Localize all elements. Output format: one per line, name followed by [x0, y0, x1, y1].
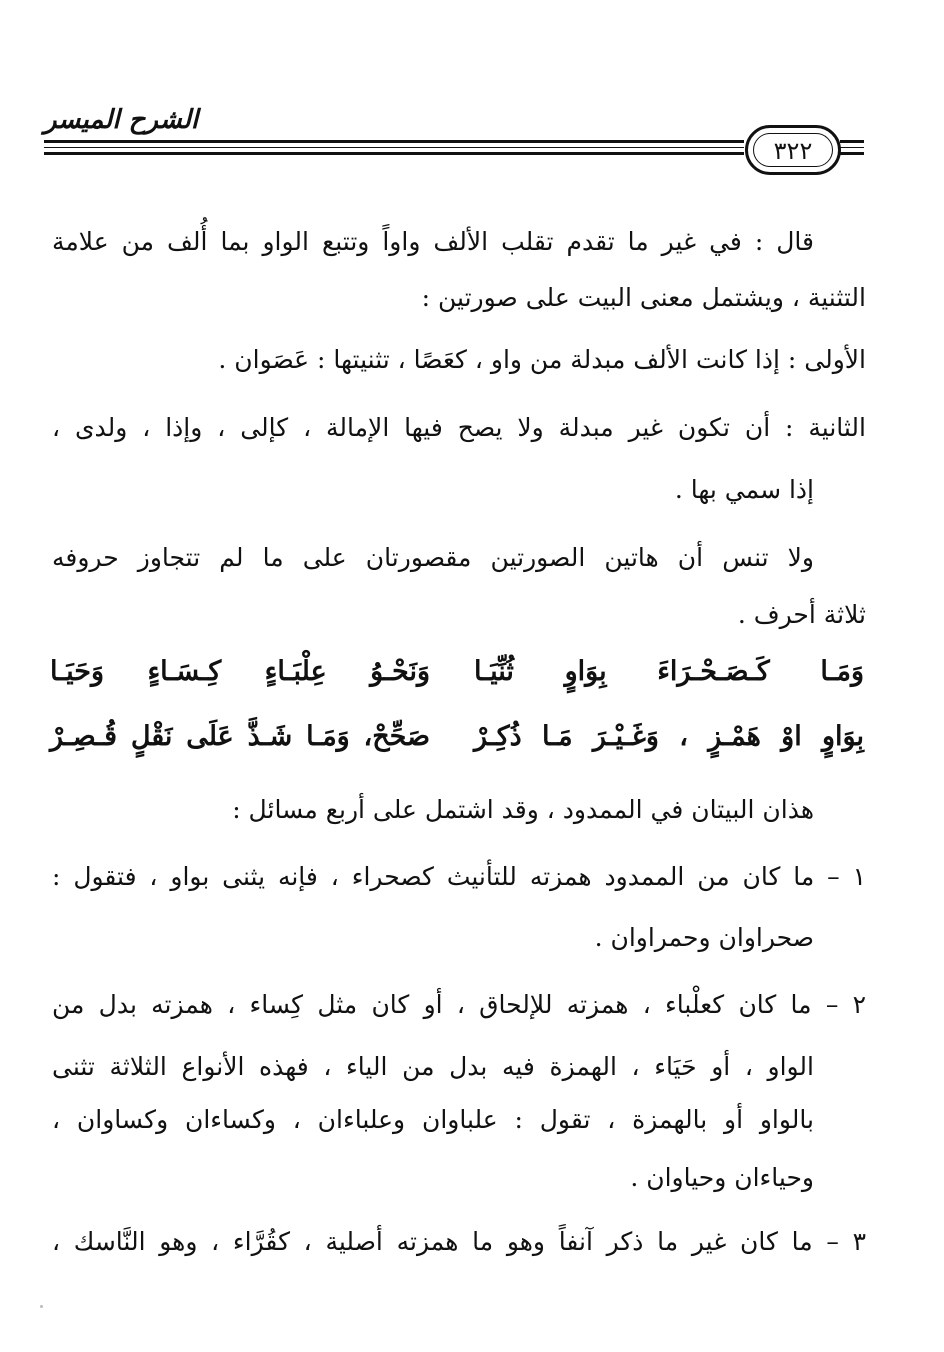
page-number-badge: [745, 125, 841, 175]
header-rule-bottom: [44, 152, 744, 155]
header-rule-top: [44, 140, 744, 143]
paragraph-line: ولا تنس أن هاتين الصورتين مقصورتان على ما لم تتجاوز حروفه: [52, 543, 814, 572]
header-rule-right-top: [840, 140, 864, 143]
list-item-line: بالواو أو بالهمزة ، تقول : علباوان وعلباءان ، وكساءان وكساوان ،: [52, 1105, 814, 1134]
margin-speck: [40, 1305, 43, 1308]
paragraph-line: التثنية ، ويشتمل معنى البيت على صورتين :: [421, 283, 866, 312]
header-rule-right-middle: [840, 147, 864, 148]
paragraph-line: إذا سمي بها .: [674, 475, 814, 504]
paragraph-line: هذان البيتان في الممدود ، وقد اشتمل على أربع مسائل :: [232, 795, 814, 824]
list-item-line: وحياءان وحياوان .: [630, 1163, 814, 1192]
list-item-line: صحراوان وحمراوان .: [594, 923, 814, 952]
list-item-line: الواو ، أو حَيَاء ، الهمزة فيه بدل من الياء ، فهذه الأنواع الثلاثة تثنى: [52, 1052, 814, 1081]
paragraph-line: قال : في غير ما تقدم تقلب الألف واواً وتتبع الواو بما أُلف من علامة: [52, 227, 814, 256]
header-rule-right-bottom: [840, 152, 864, 155]
list-item-line: ٣ – ما كان غير ما ذكر آنفاً وهو ما همزته أصلية ، كقُرَّاء ، وهو النَّاسك ،: [52, 1227, 866, 1256]
running-title: الشرح الميسر: [44, 105, 199, 135]
header-rule-middle: [44, 147, 744, 148]
verse-hemistich: وَمَـا كَـصَـحْـرَاءَ بِوَاوٍ ثُنِّيَـا: [474, 656, 864, 687]
list-item-line: ٢ – ما كان كعلْباء ، همزته للإلحاق ، أو كان مثل كِساء ، همزته بدل من: [52, 990, 866, 1019]
paragraph-line: الأولى : إذا كانت الألف مبدلة من واو ، كعَصًا ، تثنيتها : عَصَوان .: [218, 345, 866, 374]
paragraph-line: الثانية : أن تكون غير مبدلة ولا يصح فيها الإمالة ، كإلى ، وإذا ، ولدى ،: [52, 413, 866, 442]
verse-hemistich: بِوَاوٍ اوْ هَمْـزٍ ، وَغَـيْـرَ مَـا ذُكِـرْ: [474, 721, 864, 752]
verse-hemistich: صَحِّحْ، وَمَـا شَـذَّ عَلَى نَقْلٍ قُـصِـرْ: [50, 721, 430, 752]
list-item-line: ١ – ما كان من الممدود همزته للتأنيث كصحراء ، فإنه يثنى بواو ، فتقول :: [52, 862, 866, 891]
paragraph-line: ثلاثة أحرف .: [737, 600, 866, 629]
page-number: ٣٢٢: [753, 133, 833, 167]
verse-hemistich: وَنَحْـوُ عِلْبَـاءٍ كِـسَـاءٍ وَحَيَـا: [50, 656, 430, 687]
